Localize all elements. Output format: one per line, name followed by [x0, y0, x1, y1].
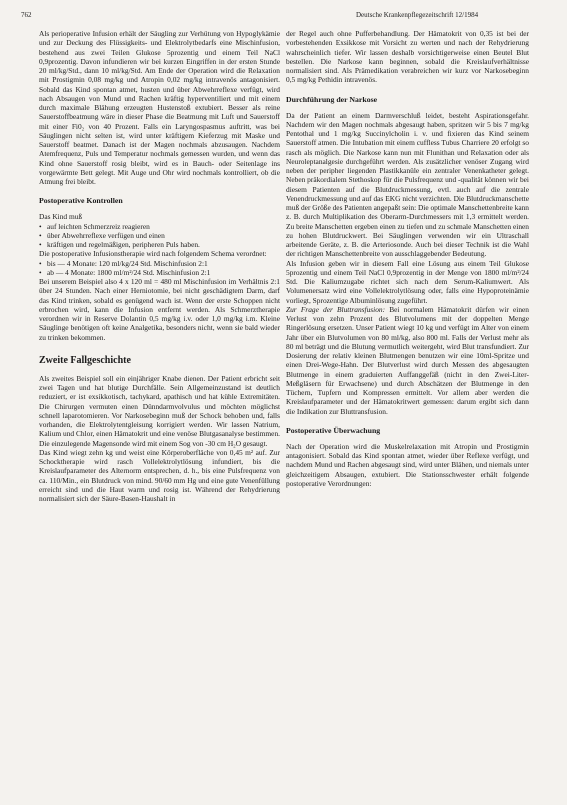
page-number: 762: [21, 11, 32, 19]
list-item: • auf leichten Schmerzreiz reagieren: [39, 222, 280, 231]
section-heading-postoperative-monitoring: Postoperative Überwachung: [286, 425, 381, 435]
list-item: • ab — 4 Monate: 1800 ml/m²/24 Std. Mischinfusion 2:1: [39, 268, 280, 277]
paragraph: Bei unserem Beispiel also 4 x 120 ml = 480 ml Mischinfusion im Verhältnis 2:1 über 24 Stunden. Nach einer Herniotomie, bei nicht geschädigtem Darm, darf das Kind trinken, sobald es genügend wach ist. Wenn der erste Schoppen nicht erbrochen wird, kann die Infusion entfernt werden. Als Schmerztherapie verordnen wir in Reserve Dolantin 0,5 mg/kg i.v. oder 1,0 mg/kg i.m. Kleine Säuglinge benötigen oft keine Analgetika, besonders nicht, wenn sie bald wieder zu trinken bekommen.: [39, 277, 280, 342]
list-item: • über Abwehrreflexe verfügen und einen: [39, 231, 280, 240]
paragraph: Als zweites Beispiel soll ein einjähriger Knabe dienen. Der Patient erbricht seit zwei Tagen und hat blutige Durchfälle. Sein Allgemeinzustand ist deutlich reduziert, er ist exsikkotisch, tachykard, apathisch und hat kühle Extremitäten. Die Chirurgen vermuten einen Dünndarmvolvulus und möchten möglichst schnell laparotomieren. Vor Narkosebeginn muß der Schock behoben und, falls vorhanden, die Elektrolytentgleisung korrigiert werden. Wir lassen Natrium, Kalium und Chlor, einen Hämatokrit und eine venöse Blutgasanalyse bestimmen. Die einzulegende Magensonde wird mit einem Sog von -30 cm H₂O gesaugt.: [39, 373, 280, 448]
paragraph: Als Infusion geben wir in diesem Fall eine Lösung aus einem Teil Glukose 5prozentig und einem Teil NaCl 0,9prozentig in der Menge von 1800 ml/m²/24 Std. Die Kaliumzugabe richtet sich nach dem Serum-Kaliumwert. Als Volumenersatz wird eine Vollelektrolytlösung oder, falls eine Hypoproteinämie vorliegt, Sprozentige Albuminlösung zugeführt.: [286, 258, 529, 305]
section-heading-anesthesia: Durchführung der Narkose: [286, 94, 378, 104]
journal-title: Deutsche Krankenpflegezeitschrift 12/1984: [356, 11, 479, 19]
infusion-schema-list: [39, 259, 280, 278]
inline-label: Zur Frage der Bluttransfusion:: [286, 304, 386, 314]
paragraph: Das Kind wiegt zehn kg und weist eine Körperoberfläche von 0,45 m² auf. Zur Schocktherapie wird rasch Vollelektrolytlösung infundiert, bis die Kreislaufparameter des Alternorm entsprechen, d. h., bis eine Pulsfrequenz von ca. 110/Min., ein Blutdruck von mind. 90/60 mm Hg und eine gute Venenfüllung erreicht sind und die Haut warm und rosig ist. Während der Rehydrierung normalisiert sich der Säure-Basen-Haushalt in: [39, 447, 280, 503]
left-column: [39, 29, 280, 787]
paragraph: der Regel auch ohne Pufferbehandlung. Der Hämatokrit von 0,35 ist bei der vorbestehenden Exsikkose mit Vorsicht zu werten und nach der Rehydrierung wahrscheinlich tiefer. Wir lassen deshalb vorsichtigerweise einen Beutel Blut bestellen. Die Narkose kann beginnen, sobald die Kreislaufverhältnisse normalisiert sind. Als Prämedikation verabreichen wir kurz vor Narkosebeginn 0,5 mg/kg Pethidin intravenös.: [286, 29, 529, 85]
paragraph: Die postoperative Infusionstherapie wird nach folgendem Schema verordnet:: [39, 249, 267, 259]
criteria-list: [39, 222, 280, 250]
paragraph: Als perioperative Infusion erhält der Säugling zur Verhütung von Hypoglykämie und zur Deckung des Flüssigkeits- und Elektrolytbedarfs eine Mischinfusion, bestehend aus zwei Teilen Glukose 5prozentig und einem Teil NaCl 0,9prozentig. Davon infundieren wir bei kurzen Eingriffen in der ersten Stunde 20 ml/kg/Std., dann 10 ml/kg/Std. Am Ende der Operation wird die Relaxation mit Prostigmin 0,08 mg/kg und Atropin 0,02 mg/kg intravenös antagonisiert. Sobald das Kind spontan atmet, husten und über Abwehrreflexe verfügt, wird nach Absaugen von Mund und Rachen kräftig hyperventiliert und mit einem durch maximale Blähung erzeugten Hustenstoß extubiert. Besser als reine Sauerstoffbeatmung wäre in dieser Phase die Beatmung mit Luft und Sauerstoff mit einer Fi0₂ von 40 Prozent. Falls ein Laryngospasmus auftritt, was bei Säuglingen nicht selten ist, wird unter kräftigem Kieferzug mit Maske und Sauerstoff beatmet. Danach ist der Magen nochmals abzusaugen. Nachdem Atemfrequenz, Puls und Temperatur nochmals gemessen wurden, und wenn das Kind ohne Sauerstoff rosig bleibt, wird es in Bauch- oder Seitenlage ins vorgewärmte Bett gelegt. Mit Auge und Ohr wird nochmals kontrolliert, ob die Atmung frei bleibt.: [39, 29, 280, 186]
page-header: [0, 0, 567, 26]
paragraph: Da der Patient an einem Darmverschluß leidet, besteht Aspirationsgefahr. Nachdem wir den Magen nochmals abgesaugt haben, spritzen wir 5 bis 7 mg/kg Pentothal und 1 mg/kg Succinylcholin i. v. und fixieren das Kind seinem Sauerstoff atmen. Die Intubation mit einem cuffless Tubus Charriere 20 erfolgt so rasch als möglich. Die Narkose kann nun mit Flunithan und Relaxation oder als Neuroleptanalgesie durchgeführt werden. Als zusätzlicher venöser Zugang wird neben der peripher liegenden Plastikkanüle ein zentraler Venenkatheter gelegt. Neben präkordialem Stethoskop für die Pulsfrequenz und -qualität können wir bei diesem Patienten auf die Blutdruckmessung, evtl. auch auf die zentrale Venendruckmessung und auf das EKG nicht verzichten. Die Blutdruckmanschette muß der Größe des Patienten angepaßt sein: Die optimale Manschettenbreite kann z. B. durch Multiplikation des Oberarm-Durchmessers mit 1,3 ermittelt werden. Zu breite Manschetten ergeben einen zu tiefen und zu schmale Manschetten einen zu hohen Blutdruckwert. Bei Säuglingen verwenden wir ein Ultraschall arbeitende Geräte, z. B. die Arteriosonde. Auch bei dieser Technik ist die Wahl der richtigen Manschettenbreite von ausschlaggebender Bedeutung.: [286, 110, 529, 259]
section-heading-postoperative-controls: Postoperative Kontrollen: [39, 196, 123, 206]
right-column: [286, 29, 529, 787]
list-item: • bis — 4 Monate: 120 ml/kg/24 Std. Mischinfusion 2:1: [39, 259, 280, 268]
paragraph: [286, 305, 529, 416]
paragraph: Das Kind muß: [39, 212, 83, 222]
section-heading-second-case: Zweite Fallgeschichte: [39, 354, 131, 366]
paragraph: Nach der Operation wird die Muskelrelaxation mit Atropin und Prostigmin antagonisiert. Sobald das Kind spontan atmet, wieder über Reflexe verfügt, und nachdem Mund und Rachen abgesaugt sind, wird unter Blähen, und niemals unter gleichzeitigem Absaugen, extubiert. Die Stationsschwester erhält folgende postoperative Verordnungen:: [286, 441, 529, 488]
paragraph-text: Bei normalem Hämatokrit dürfen wir einen Verlust von zehn Prozent des Blutvolumens mit der doppelten Menge Ringerlösung ersetzen. Unser Patient wiegt 10 kg und verfügt im Alter von einem Jahr über ein Blutvolumen von 80 ml/kg, also 800 ml. Falls der Verlust mehr als 80 ml beträgt und die Blutung vermutlich weitergeht, wird Blut transfundiert. Zur Dosierung der relativ kleinen Blutmengen benutzen wir eine 10ml-Spritze und einen Drei-Wege-Hahn. Der Blutverlust wird durch Messen des abgesaugten Blutmenge in einem graduierten Auffanggefäß (nicht in den Zwei-Liter-Meßgläsern für Erwachsene) und durch Abschätzen der Blutmenge in den Tüchern, Tupfern und Kompressen ermittelt. Vor allem aber werden die Kreislaufparameter und der Hämatokritwert gemessen: darum ergibt sich dann die Indikation zur Bluttransfusion.: [286, 304, 529, 416]
list-item: • kräftigen und regelmäßigen, peripheren Puls haben.: [39, 240, 280, 249]
